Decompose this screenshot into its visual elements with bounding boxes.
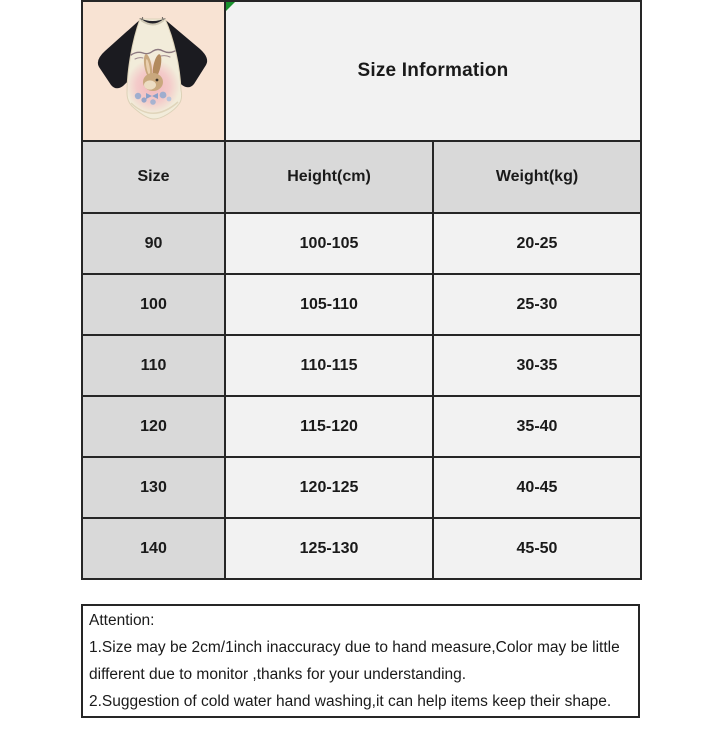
size-information-header-cell: [225, 1, 641, 141]
height-value: 110-115: [225, 335, 433, 396]
top-row: [82, 1, 641, 141]
table-row: [82, 335, 641, 396]
attention-heading: Attention:: [89, 612, 155, 629]
column-header-height: Height(cm): [225, 141, 433, 213]
height-value: 125-130: [225, 518, 433, 579]
height-value: 120-125: [225, 457, 433, 518]
size-value: 140: [82, 518, 225, 579]
column-header-weight: Weight(kg): [433, 141, 641, 213]
size-value: 110: [82, 335, 225, 396]
size-value: 130: [82, 457, 225, 518]
attention-note-box: [81, 604, 640, 718]
column-header-size: Size: [82, 141, 225, 213]
weight-value: 30-35: [433, 335, 641, 396]
product-photo: [82, 1, 225, 141]
attention-note-2: 2.Suggestion of cold water hand washing,it can help items keep their shape.: [89, 693, 612, 710]
attention-note-1: 1.Size may be 2cm/1inch inaccuracy due to hand measure,Color may be little different due to monitor ,thanks for your understanding.: [89, 639, 620, 683]
weight-value: 40-45: [433, 457, 641, 518]
height-value: 105-110: [225, 274, 433, 335]
tshirt-illustration: [83, 3, 222, 139]
weight-value: 25-30: [433, 274, 641, 335]
table-row: [82, 396, 641, 457]
table-row: [82, 274, 641, 335]
size-information-title: Size Information: [357, 60, 509, 81]
weight-value: 20-25: [433, 213, 641, 274]
table-row: [82, 457, 641, 518]
size-table: [81, 0, 642, 580]
table-row: [82, 518, 641, 579]
cell-corner-marker-icon: [226, 2, 235, 11]
height-value: 100-105: [225, 213, 433, 274]
size-value: 90: [82, 213, 225, 274]
weight-value: 45-50: [433, 518, 641, 579]
table-row: [82, 213, 641, 274]
size-value: 100: [82, 274, 225, 335]
column-header-row: [82, 141, 641, 213]
weight-value: 35-40: [433, 396, 641, 457]
height-value: 115-120: [225, 396, 433, 457]
size-value: 120: [82, 396, 225, 457]
